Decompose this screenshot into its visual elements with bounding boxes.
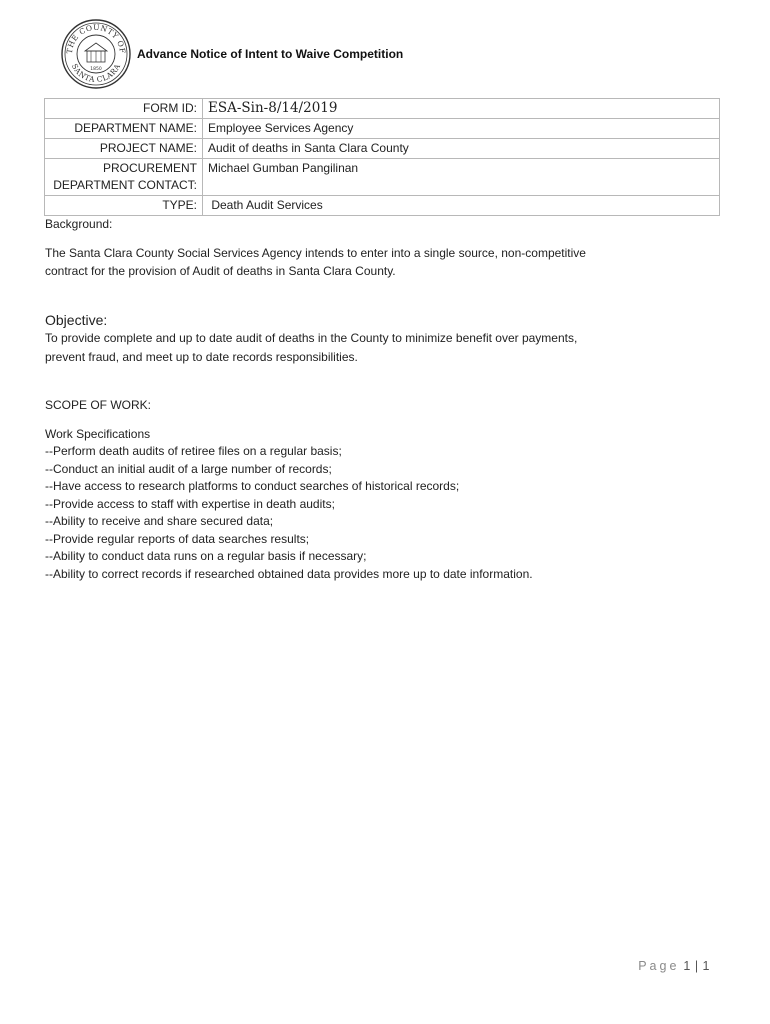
list-item: --Ability to receive and share secured data;: [45, 514, 274, 528]
department-name-label: DEPARTMENT NAME:: [45, 119, 203, 139]
objective-text-line1: To provide complete and up to date audit of deaths in the County to minimize benefit over payments,: [45, 331, 578, 345]
work-specifications-heading: Work Specifications: [45, 427, 151, 441]
page-word: Page: [638, 959, 680, 973]
type-label: TYPE:: [45, 196, 203, 216]
background-text-line2: contract for the provision of Audit of deaths in Santa Clara County.: [45, 264, 396, 278]
department-name-value: Employee Services Agency: [203, 119, 720, 139]
procurement-label-line2: DEPARTMENT CONTACT:: [53, 178, 197, 192]
list-item: --Conduct an initial audit of a large number of records;: [45, 461, 332, 476]
background-heading: Background:: [45, 217, 113, 231]
svg-text:1850: 1850: [90, 67, 102, 72]
table-row: [45, 139, 720, 159]
table-row: [45, 119, 720, 139]
list-item: --Have access to research platforms to conduct searches of historical records;: [45, 479, 460, 493]
table-row: [45, 99, 720, 119]
scope-list: [45, 443, 533, 583]
list-item: --Provide access to staff with expertise in death audits;: [45, 496, 335, 511]
list-item: --Ability to correct records if researched obtained data provides more up to date information.: [45, 566, 533, 581]
list-item: --Perform death audits of retiree files on a regular basis;: [45, 444, 342, 458]
page-number: 1 | 1: [683, 959, 710, 973]
objective-text-line2: prevent fraud, and meet up to date records responsibilities.: [45, 350, 358, 364]
table-row: [45, 159, 720, 196]
form-id-value: ESA-Sin-8/14/2019: [203, 99, 720, 119]
svg-text:SANTA CLARA: SANTA CLARA: [69, 62, 123, 85]
list-item: --Provide regular reports of data searches results;: [45, 531, 310, 546]
list-item: --Ability to conduct data runs on a regular basis if necessary;: [45, 549, 367, 563]
objective-heading: Objective:: [45, 312, 108, 328]
background-text-line1: The Santa Clara County Social Services Agency intends to enter into a single source, non-competitive: [45, 246, 586, 260]
procurement-contact-label: [45, 159, 203, 196]
project-name-label: PROJECT NAME:: [45, 139, 203, 159]
document-title: Advance Notice of Intent to Waive Competition: [137, 47, 404, 61]
procurement-label-line1: PROCUREMENT: [102, 161, 197, 175]
page-footer: [638, 959, 710, 973]
form-info-table: [44, 98, 720, 216]
type-value: Death Audit Services: [203, 196, 720, 216]
svg-text:THE COUNTY OF: THE COUNTY OF: [64, 22, 128, 55]
table-row: [45, 196, 720, 216]
scope-heading: SCOPE OF WORK:: [45, 398, 152, 412]
form-id-label: FORM ID:: [45, 99, 203, 119]
project-name-value: Audit of deaths in Santa Clara County: [203, 139, 720, 159]
county-seal-logo: [60, 18, 132, 90]
procurement-contact-value: Michael Gumban Pangilinan: [203, 159, 720, 196]
